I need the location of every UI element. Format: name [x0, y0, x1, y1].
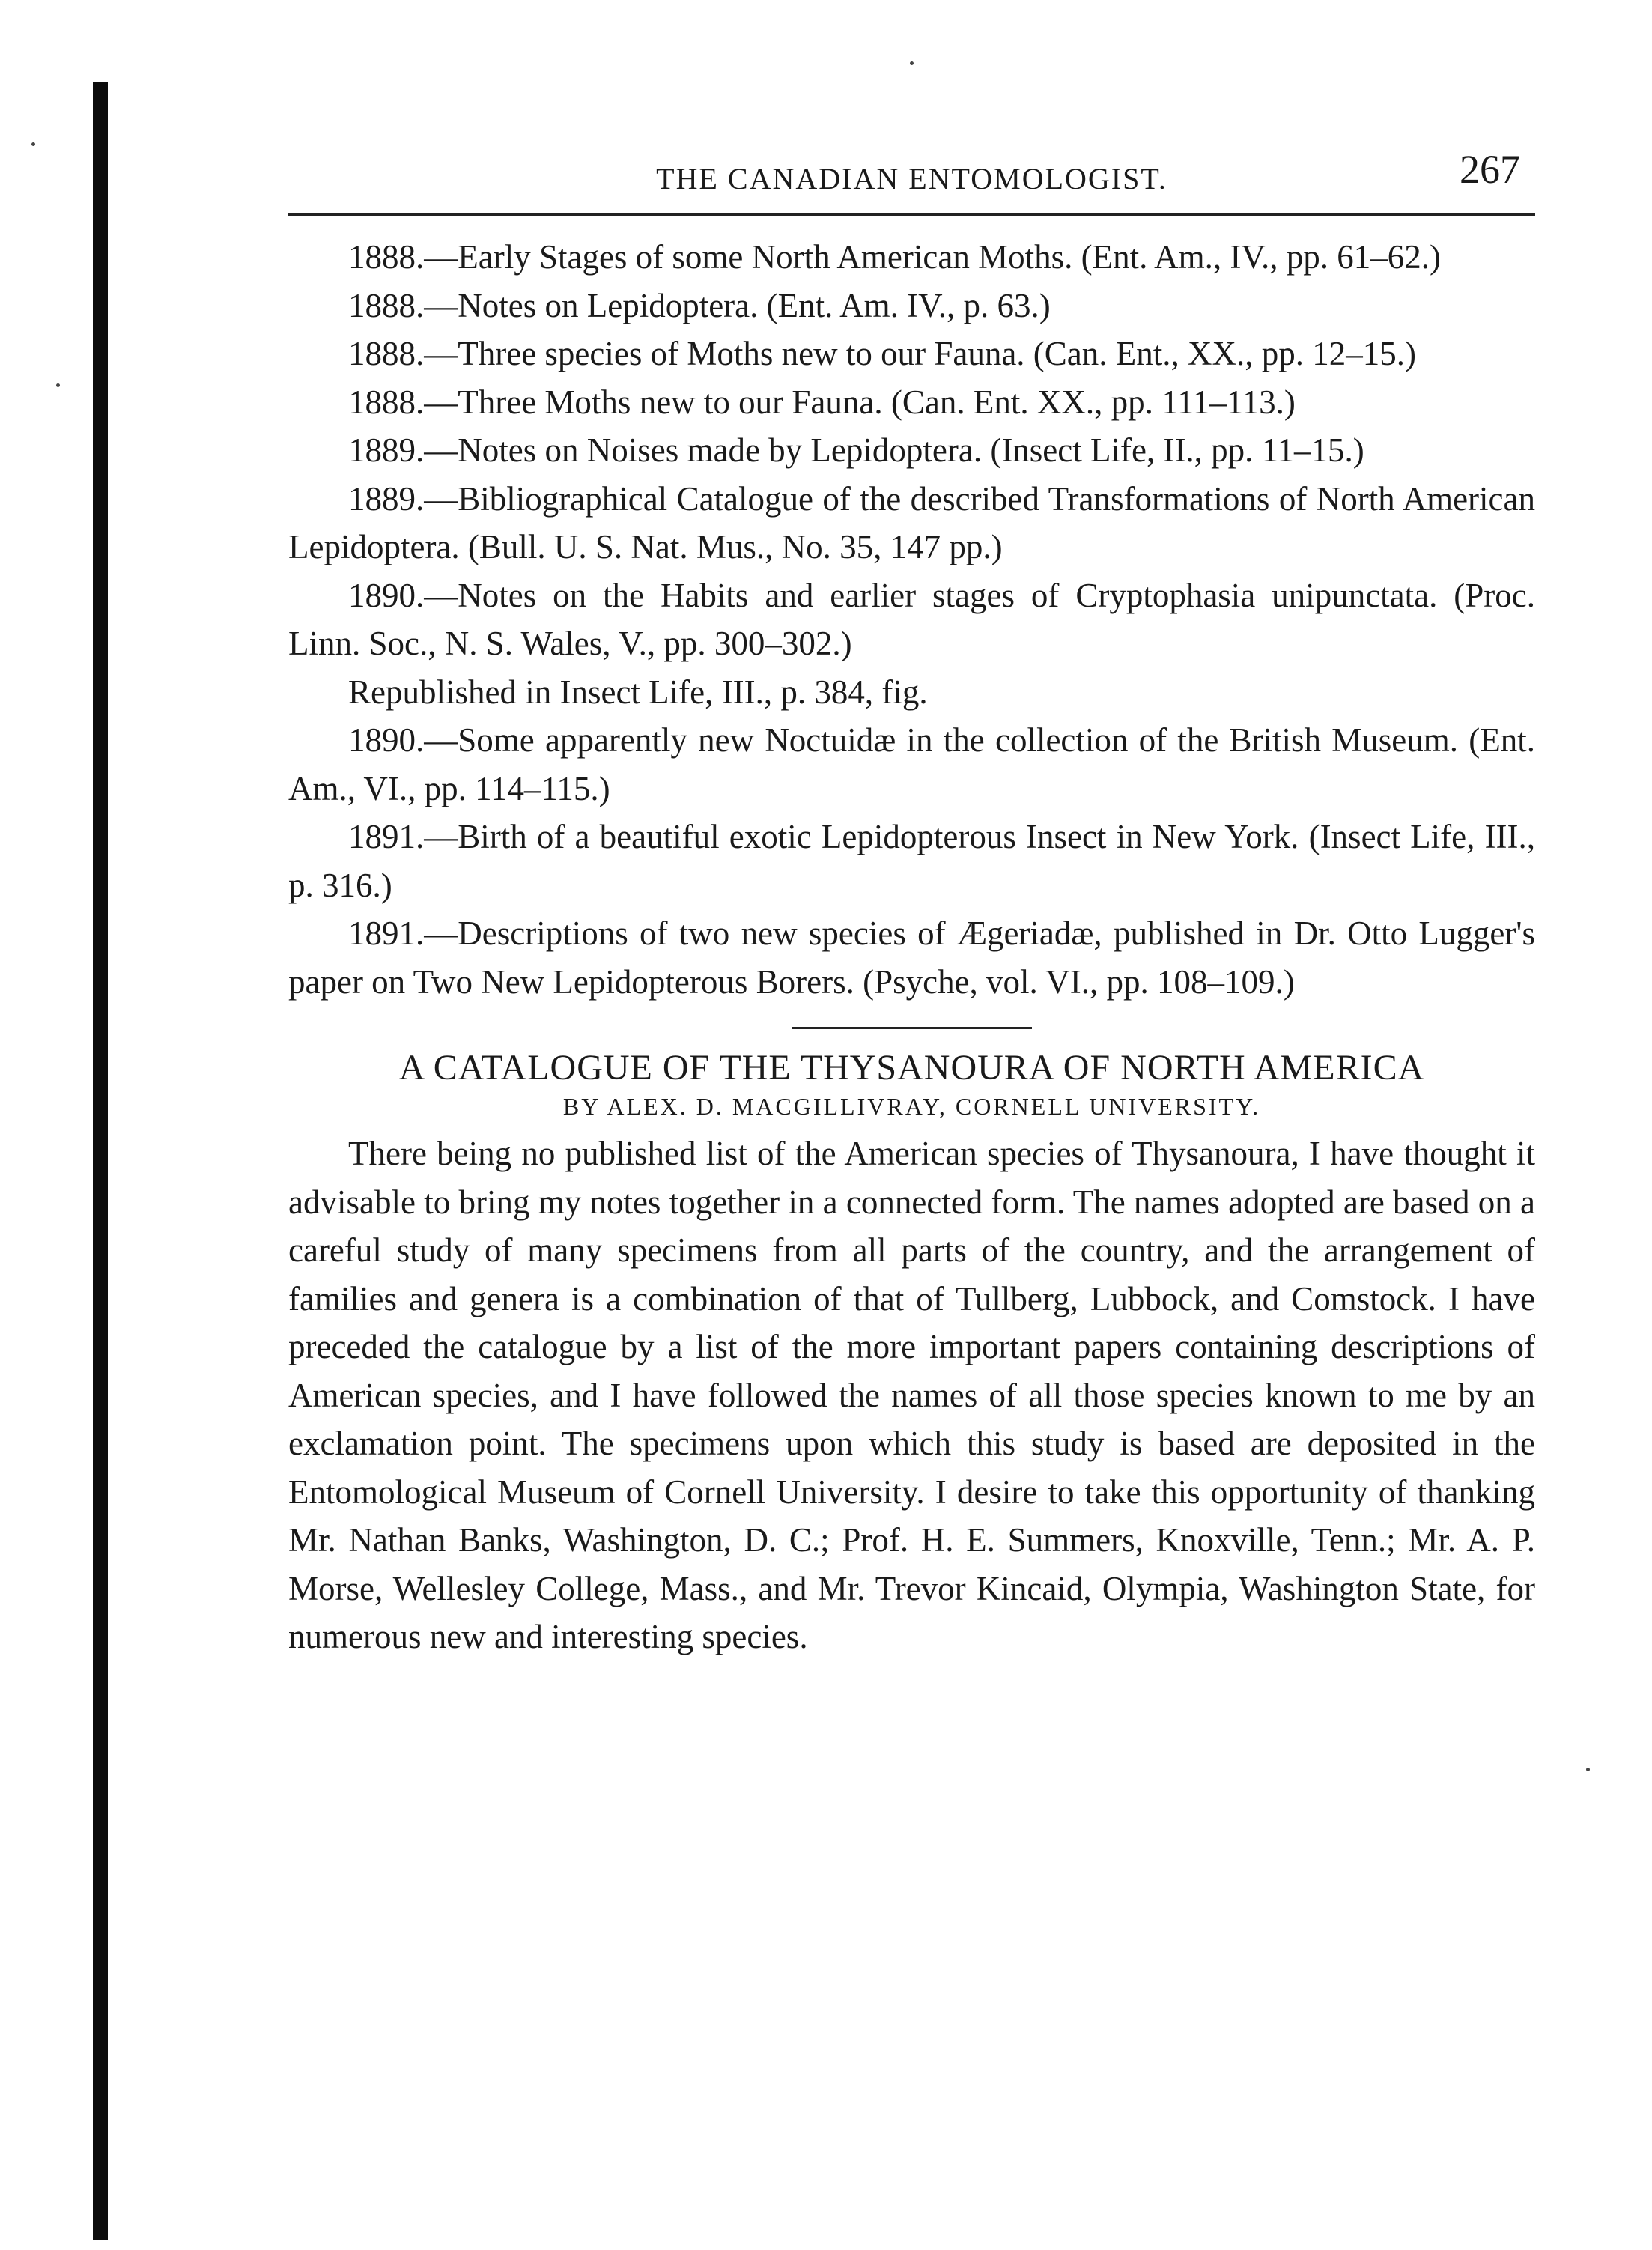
header-rule	[288, 213, 1535, 216]
page-number: 267	[1460, 147, 1520, 192]
section-divider	[792, 1027, 1032, 1029]
journal-title: THE CANADIAN ENTOMOLOGIST.	[656, 162, 1167, 195]
bibliography-entry: 1889.—Notes on Noises made by Lepidoptera. (Insect Life, II., pp. 11–15.)	[348, 431, 1364, 469]
bibliography-entry: 1890.—Some apparently new Noctuidæ in the collection of the British Museum. (Ent. Am., VI., pp. 114–115.)	[288, 721, 1535, 807]
bibliography-entry: 1888.—Notes on Lepidoptera. (Ent. Am. IV., p. 63.)	[348, 286, 1051, 324]
article-body: There being no published list of the American species of Thysanoura, I have thought it advisable to bring my notes together in a connected form. The names adopted are based on a careful study of many specimens from all parts of the country, and the arrangement of families and genera is a combination of that of Tullberg, Lubbock, and Comstock. I have preceded the catalogue by a list of the more important papers containing descriptions of American species, and I have followed the names of all those species known to me by an exclamation point. The specimens upon which this study is based are deposited in the Entomological Museum of Cornell University. I desire to take this opportunity of thanking Mr. Nathan Banks, Washington, D. C.; Prof. H. E. Summers, Knoxville, Tenn.; Mr. A. P. Morse, Wellesley College, Mass., and Mr. Trevor Kincaid, Olympia, Washington State, for numerous new and interesting species.	[288, 1135, 1535, 1655]
book-page	[288, 146, 1535, 1661]
article-byline: BY ALEX. D. MACGILLIVRAY, CORNELL UNIVERSITY.	[562, 1093, 1261, 1120]
bibliography-entry: 1891.—Descriptions of two new species of Ægeriadæ, published in Dr. Otto Lugger's paper on Two New Lepidopterous Borers. (Psyche, vol. VI., pp. 108–109.)	[288, 915, 1535, 1001]
bibliography-entry: 1891.—Birth of a beautiful exotic Lepidopterous Insect in New York. (Insect Life, III., p. 316.)	[288, 818, 1535, 904]
running-head	[288, 146, 1535, 213]
bibliography-entry: 1888.—Three species of Moths new to our Fauna. (Can. Ent., XX., pp. 12–15.)	[348, 335, 1417, 372]
scan-speck	[1586, 1768, 1590, 1771]
scan-binding-edge	[93, 82, 108, 2240]
bibliography-entry: 1888.—Early Stages of some North American Moths. (Ent. Am., IV., pp. 61–62.)	[348, 238, 1442, 276]
scan-speck	[31, 142, 35, 146]
scan-speck	[910, 61, 914, 65]
scan-speck	[56, 383, 60, 387]
bibliography-entry: 1890.—Notes on the Habits and earlier stages of Cryptophasia unipunctata. (Proc. Linn. Soc., N. S. Wales, V., pp. 300–302.)	[288, 576, 1535, 662]
bibliography-entry: 1888.—Three Moths new to our Fauna. (Can. Ent. XX., pp. 111–113.)	[348, 383, 1296, 421]
bibliography-entry: 1889.—Bibliographical Catalogue of the described Transformations of North American Lepidoptera. (Bull. U. S. Nat. Mus., No. 35, 147 pp.)	[288, 479, 1535, 565]
bibliography-list	[288, 233, 1535, 1006]
article-title: A CATALOGUE OF THE THYSANOURA OF NORTH AMERICA	[398, 1048, 1425, 1088]
bibliography-entry: Republished in Insect Life, III., p. 384, fig.	[348, 673, 928, 711]
